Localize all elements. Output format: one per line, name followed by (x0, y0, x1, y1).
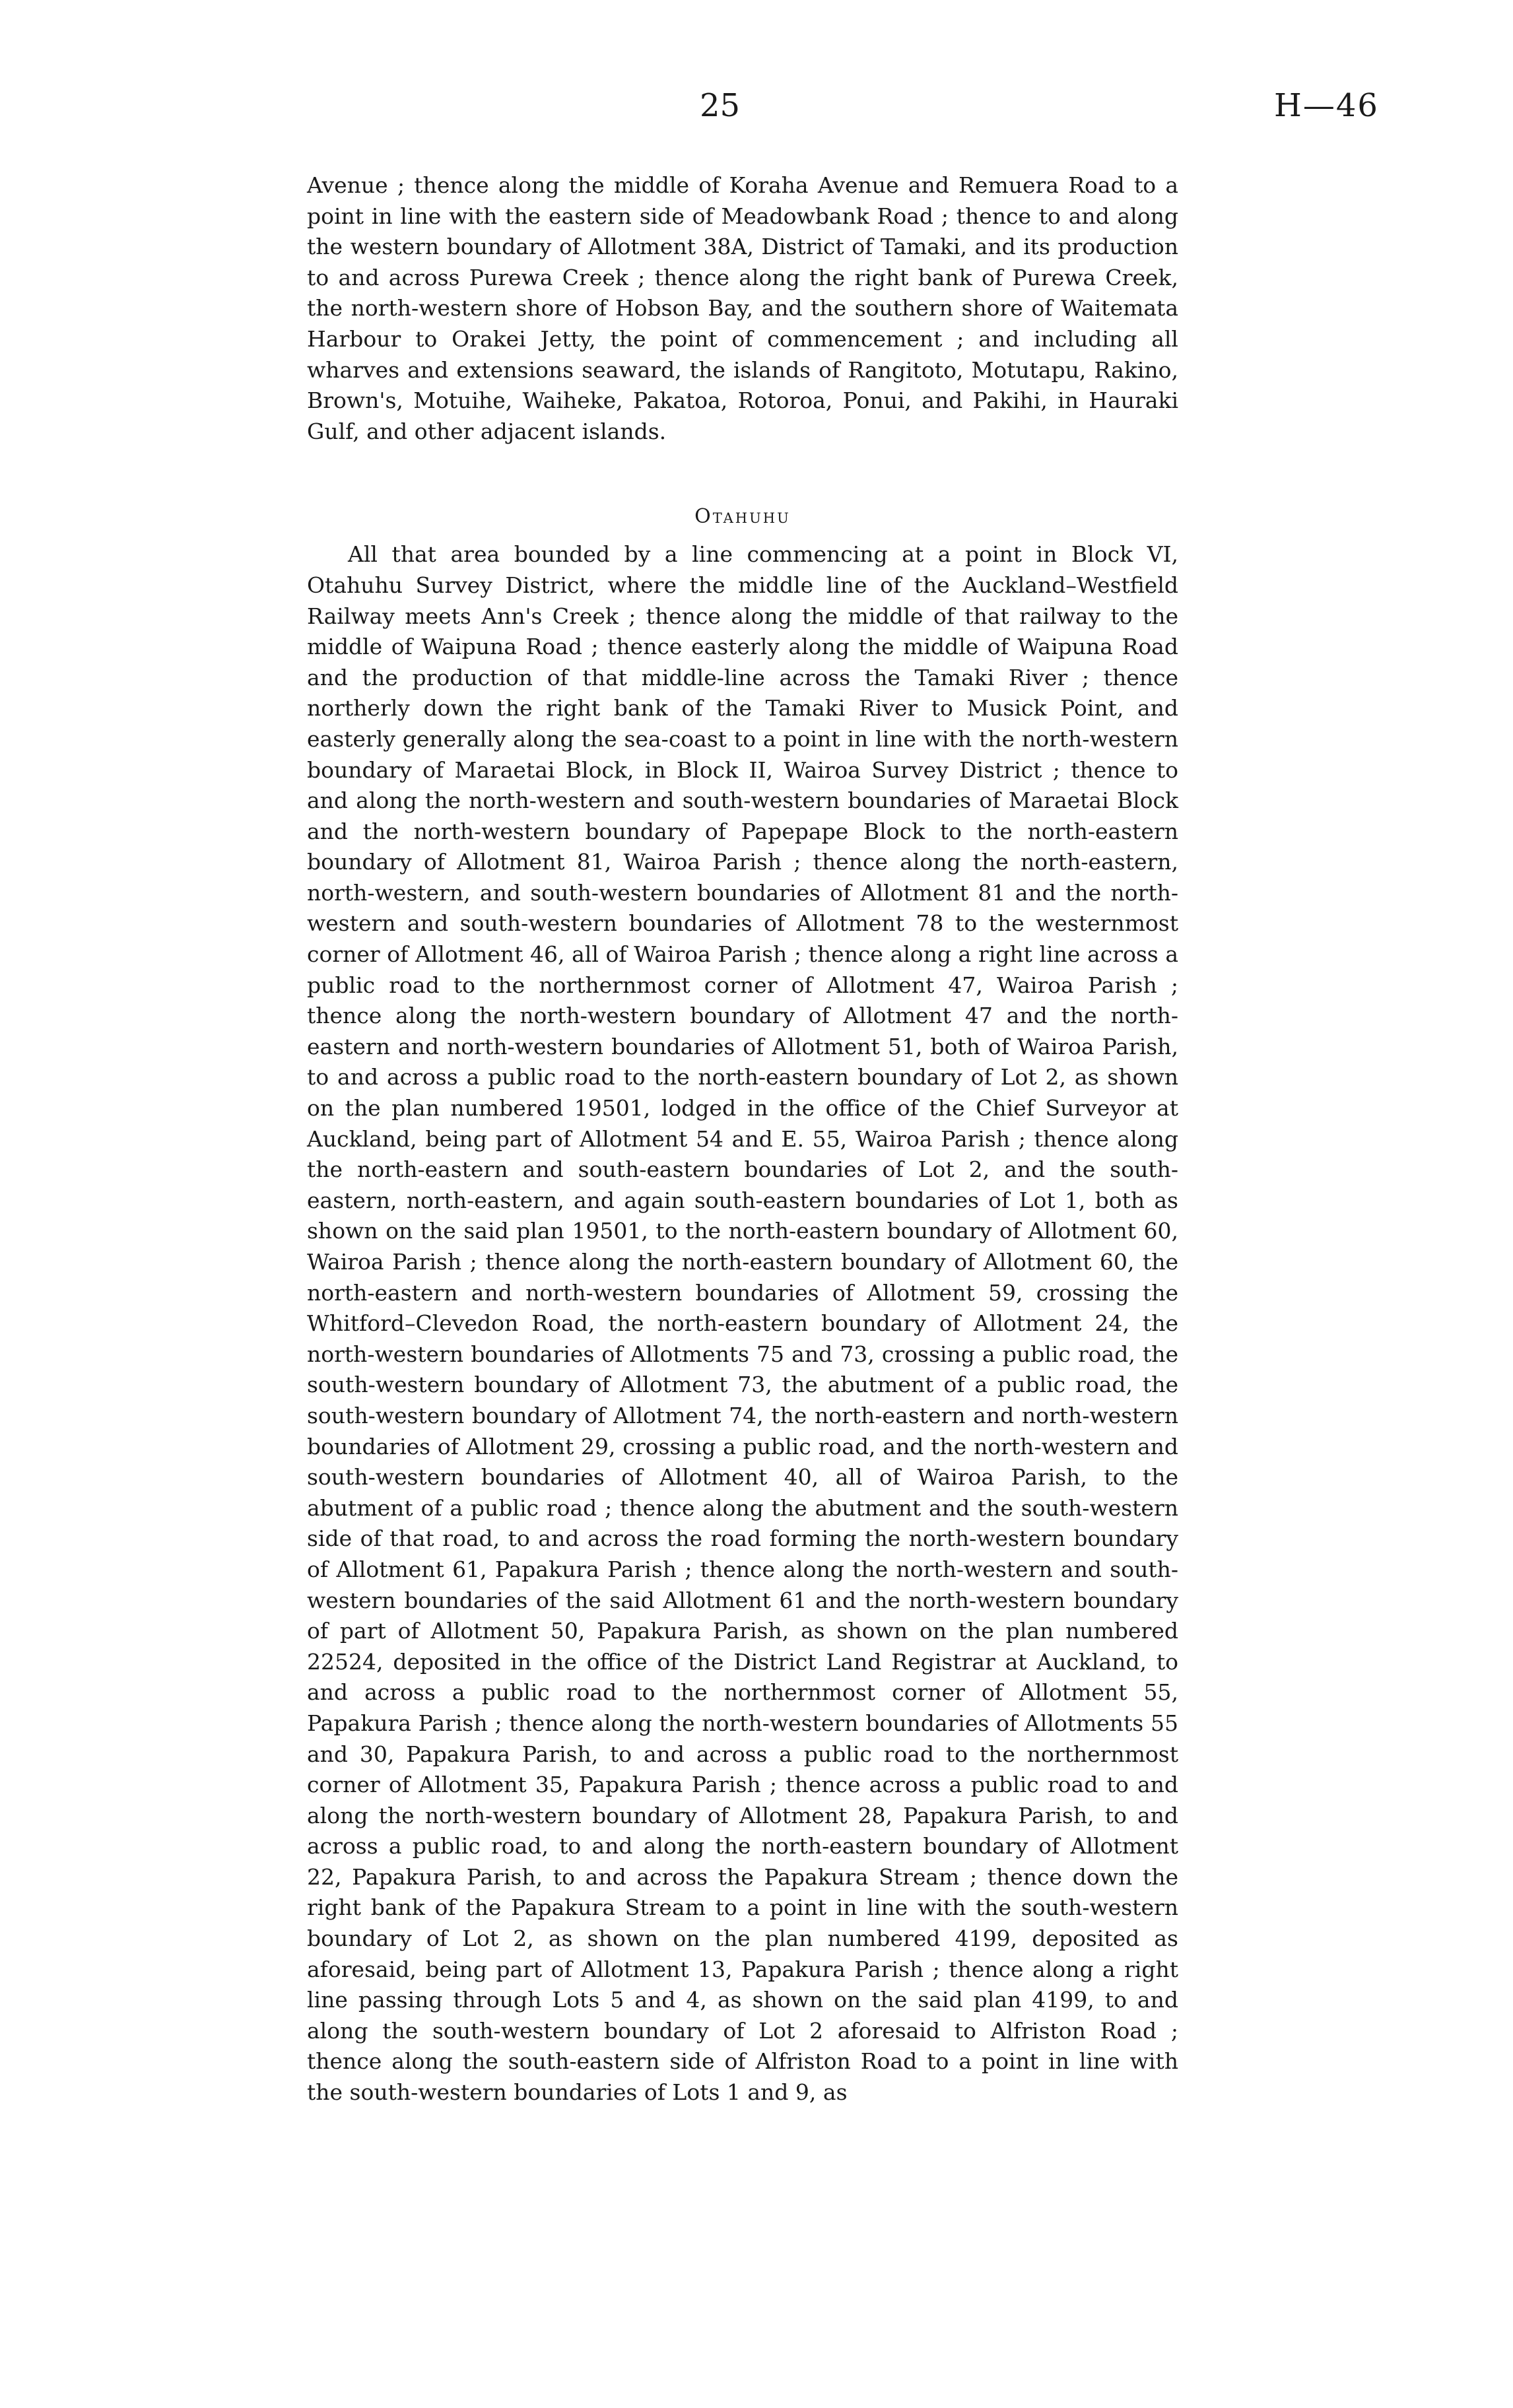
section-paragraph: All that area bounded by a line commencing at a point in Block VI, Otahuhu Survey District, where the middle line of the Auckland–Westfield Railway meets Ann's Creek ; thence along the middle of that railway to the middle of Waipuna Road ; thence easterly along the middle of Waipuna Road and the production of that middle-line across the Tamaki River ; thence northerly down the right bank of the Tamaki River to Musick Point, and easterly generally along the sea-coast to a point in line with the north-western boundary of Maraetai Block, in Block II, Wairoa Survey District ; thence to and along the north-western and south-western boundaries of Maraetai Block and the north-western boundary of Papepape Block to the north-eastern boundary of Allotment 81, Wairoa Parish ; thence along the north-eastern, north-western, and south-western boundaries of Allotment 81 and the north-western and south-western boundaries of Allotment 78 to the westernmost corner of Allotment 46, all of Wairoa Parish ; thence along a right line across a public road to the northernmost corner of Allotment 47, Wairoa Parish ; thence along the north-western boundary of Allotment 47 and the north-eastern and north-western boundaries of Allotment 51, both of Wairoa Parish, to and across a public road to the north-eastern boundary of Lot 2, as shown on the plan numbered 19501, lodged in the office of the Chief Surveyor at Auckland, being part of Allotment 54 and E. 55, Wairoa Parish ; thence along the north-eastern and south-eastern boundaries of Lot 2, and the south-eastern, north-eastern, and again south-eastern boundaries of Lot 1, both as shown on the said plan 19501, to the north-eastern boundary of Allotment 60, Wairoa Parish ; thence along the north-eastern boundary of Allotment 60, the north-eastern and north-western boundaries of Allotment 59, crossing the Whitford–Clevedon Road, the north-eastern boundary of Allotment 24, the north-western boundaries of Allotments 75 and 73, crossing a public road, the south-western boundary of Allotment 73, the abutment of a public road, the south-western boundary of Allotment 74, the north-eastern and north-western boundaries of Allotment 29, crossing a public road, and the north-western and south-western boundaries of Allotment 40, all of Wairoa Parish, to the abutment of a public road ; thence along the abutment and the south-western side of that road, to and across the road forming the north-western boundary of Allotment 61, Papakura Parish ; thence along the north-western and south-western boundaries of the said Allotment 61 and the north-western boundary of part of Allotment 50, Papakura Parish, as shown on the plan numbered 22524, deposited in the office of the District Land Registrar at Auckland, to and across a public road to the northernmost corner of Allotment 55, Papakura Parish ; thence along the north-western boundaries of Allotments 55 and 30, Papakura Parish, to and across a public road to the northernmost corner of Allotment 35, Papakura Parish ; thence across a public road to and along the north-western boundary of Allotment 28, Papakura Parish, to and across a public road, to and along the north-eastern boundary of Allotment 22, Papakura Parish, to and across the Papakura Stream ; thence down the right bank of the Papakura Stream to a point in line with the south-western boundary of Lot 2, as shown on the plan numbered 4199, deposited as aforesaid, being part of Allotment 13, Papakura Parish ; thence along a right line passing through Lots 5 and 4, as shown on the said plan 4199, to and along the south-western boundary of Lot 2 aforesaid to Alfriston Road ; thence along the south-eastern side of Alfriston Road to a point in line with the south-western boundaries of Lots 1 and 9, as (307, 541, 1178, 2106)
continued-paragraph: Avenue ; thence along the middle of Koraha Avenue and Remuera Road to a point in line with the eastern side of Meadowbank Road ; thence to and along the western boundary of Allotment 38A, District of Tamaki, and its production to and across Purewa Creek ; thence along the right bank of Purewa Creek, the north-western shore of Hobson Bay, and the southern shore of Waitemata Harbour to Orakei Jetty, the point of commencement ; and including all wharves and extensions seaward, the islands of Rangitoto, Motutapu, Rakino, Brown's, Motuihe, Waiheke, Pakatoa, Rotoroa, Ponui, and Pakihi, in Hauraki Gulf, and other adjacent islands. (307, 172, 1178, 444)
section-heading: Otahuhu (694, 505, 791, 529)
page-body (307, 170, 1178, 2108)
page-header (0, 86, 1513, 125)
document-reference: H—46 (1274, 87, 1379, 124)
page-number: 25 (700, 87, 741, 124)
